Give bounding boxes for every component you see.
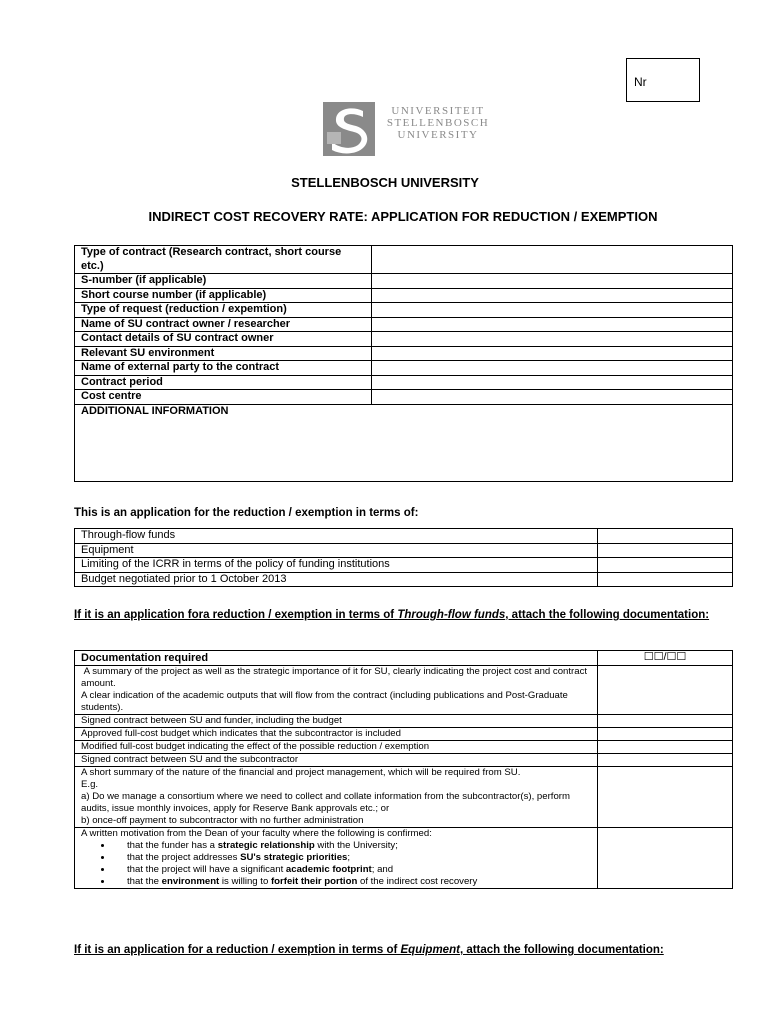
- motivation-3-bold: academic footprint: [285, 864, 372, 875]
- throughflow-heading: [74, 604, 734, 626]
- logo-wordmark: [383, 105, 493, 141]
- management-summary-eg: E.g.: [81, 779, 99, 790]
- motivation-1-post: with the University;: [314, 840, 398, 851]
- motivation-4-bold-environment: environment: [161, 876, 220, 887]
- equipment-heading: [74, 939, 734, 961]
- equipment-heading-prefix: If it is an application for a reduction / exemption in terms of: [74, 944, 401, 956]
- documentation-table: [74, 650, 733, 889]
- check-limiting-icrr[interactable]: [598, 558, 733, 573]
- logo-line-1: UNIVERSITEIT: [391, 105, 485, 117]
- label-short-course-number: Short course number (if applicable): [75, 288, 372, 303]
- doc-row-summary-text: A summary of the project as well as the strategic importance of it for SU, clearly indicating the project cost and contract amount.: [81, 666, 590, 689]
- management-summary-a: a) Do we manage a consortium where we need to collect and collate information from the subcontractor(s), perform audits, issue monthly invoices, apply for Reserve Bank approvals etc.; or: [81, 791, 570, 814]
- throughflow-heading-prefix: If it is an application fora reduction / exemption in terms of: [74, 609, 398, 621]
- label-request-type: Type of request (reduction / expemtion): [75, 303, 372, 318]
- check-doc-signed-contract-subcontractor[interactable]: [598, 754, 733, 767]
- input-short-course-number[interactable]: [372, 288, 733, 303]
- input-s-number[interactable]: [372, 274, 733, 289]
- input-external-party[interactable]: [372, 361, 733, 376]
- motivation-item-strategic-relationship: [113, 840, 591, 852]
- logo-line-3: UNIVERSITY: [397, 129, 479, 141]
- motivation-1-bold: strategic relationship: [217, 840, 315, 851]
- nr-label: Nr: [634, 75, 647, 89]
- input-contract-type[interactable]: [372, 246, 733, 274]
- input-contact-details[interactable]: [372, 332, 733, 347]
- page-subtitle: INDIRECT COST RECOVERY RATE: APPLICATION FOR REDUCTION / EXEMPTION: [148, 209, 658, 224]
- label-su-environment: Relevant SU environment: [75, 346, 372, 361]
- shield-logo-icon: [323, 102, 375, 156]
- page-title: STELLENBOSCH UNIVERSITY: [291, 175, 479, 190]
- label-cost-centre: Cost centre: [75, 390, 372, 405]
- doc-row-signed-contract-subcontractor: Signed contract between SU and the subcontractor: [75, 754, 598, 767]
- doc-row-summary: [75, 666, 598, 715]
- university-logo: [323, 102, 493, 158]
- label-s-number: S-number (if applicable): [75, 274, 372, 289]
- additional-information-field[interactable]: [75, 404, 733, 481]
- motivation-4-bold-forfeit: forfeit their portion: [270, 876, 358, 887]
- option-through-flow-funds: Through-flow funds: [75, 529, 598, 544]
- input-cost-centre[interactable]: [372, 390, 733, 405]
- motivation-2-pre: that the project addresses: [127, 852, 241, 863]
- throughflow-heading-emph: Through-flow funds: [397, 609, 506, 621]
- throughflow-heading-suffix: , attach the following documentation:: [505, 609, 710, 621]
- dean-motivation-list: [81, 840, 591, 888]
- motivation-item-forfeit-portion: [113, 876, 591, 888]
- doc-row-modified-budget: Modified full-cost budget indicating the effect of the possible reduction / exemption: [75, 741, 598, 754]
- logo-line-2: STELLENBOSCH: [386, 117, 490, 129]
- application-heading: This is an application for the reduction / exemption in terms of:: [74, 507, 419, 519]
- check-doc-approved-budget[interactable]: [598, 728, 733, 741]
- check-through-flow-funds[interactable]: [598, 529, 733, 544]
- motivation-3-post: ; and: [371, 864, 394, 875]
- label-contract-owner: Name of SU contract owner / researcher: [75, 317, 372, 332]
- documentation-header-mark: ☐☐/☐☐: [598, 651, 733, 666]
- motivation-2-bold: SU's strategic priorities: [240, 852, 348, 863]
- doc-row-dean-motivation: [75, 828, 598, 889]
- label-contract-type: Type of contract (Research contract, short course etc.): [75, 246, 372, 274]
- management-summary-intro: A short summary of the nature of the financial and project management, which will be required from SU.: [81, 767, 521, 778]
- check-budget-negotiated[interactable]: [598, 572, 733, 587]
- motivation-item-academic-footprint: [113, 864, 591, 876]
- doc-row-management-summary: [75, 767, 598, 828]
- check-equipment[interactable]: [598, 543, 733, 558]
- input-request-type[interactable]: [372, 303, 733, 318]
- input-contract-period[interactable]: [372, 375, 733, 390]
- label-contract-period: Contract period: [75, 375, 372, 390]
- label-external-party: Name of external party to the contract: [75, 361, 372, 376]
- check-doc-management-summary[interactable]: [598, 767, 733, 828]
- documentation-header: Documentation required: [75, 651, 598, 666]
- option-equipment: Equipment: [75, 543, 598, 558]
- equipment-heading-suffix: , attach the following documentation:: [459, 944, 664, 956]
- motivation-4-mid: is willing to: [219, 876, 271, 887]
- doc-row-signed-contract-funder: Signed contract between SU and funder, including the budget: [75, 715, 598, 728]
- contract-details-table: [74, 245, 733, 482]
- application-type-table: [74, 528, 733, 587]
- doc-row-approved-budget: Approved full-cost budget which indicates that the subcontractor is included: [75, 728, 598, 741]
- nr-box[interactable]: [626, 58, 700, 102]
- additional-information-label: ADDITIONAL INFORMATION: [81, 404, 229, 417]
- doc-row-academic-outputs: A clear indication of the academic outputs that will flow from the contract (including publications and Post-Graduate students).: [81, 690, 568, 713]
- check-doc-signed-contract-funder[interactable]: [598, 715, 733, 728]
- management-summary-b: b) once-off payment to subcontractor with no further administration: [81, 815, 364, 826]
- input-contract-owner[interactable]: [372, 317, 733, 332]
- motivation-item-strategic-priorities: [113, 852, 591, 864]
- motivation-4-pre: that the: [127, 876, 162, 887]
- option-limiting-icrr: Limiting of the ICRR in terms of the policy of funding institutions: [75, 558, 598, 573]
- equipment-heading-emph: Equipment: [400, 944, 460, 956]
- motivation-2-post: ;: [347, 852, 351, 863]
- motivation-3-pre: that the project will have a significant: [127, 864, 286, 875]
- check-doc-dean-motivation[interactable]: [598, 828, 733, 889]
- check-doc-modified-budget[interactable]: [598, 741, 733, 754]
- check-doc-summary[interactable]: [598, 666, 733, 715]
- motivation-1-pre: that the funder has a: [127, 840, 218, 851]
- input-su-environment[interactable]: [372, 346, 733, 361]
- label-contact-details: Contact details of SU contract owner: [75, 332, 372, 347]
- option-budget-negotiated: Budget negotiated prior to 1 October 2013: [75, 572, 598, 587]
- motivation-4-post: of the indirect cost recovery: [357, 876, 478, 887]
- dean-motivation-intro: A written motivation from the Dean of your faculty where the following is confirmed:: [81, 828, 432, 839]
